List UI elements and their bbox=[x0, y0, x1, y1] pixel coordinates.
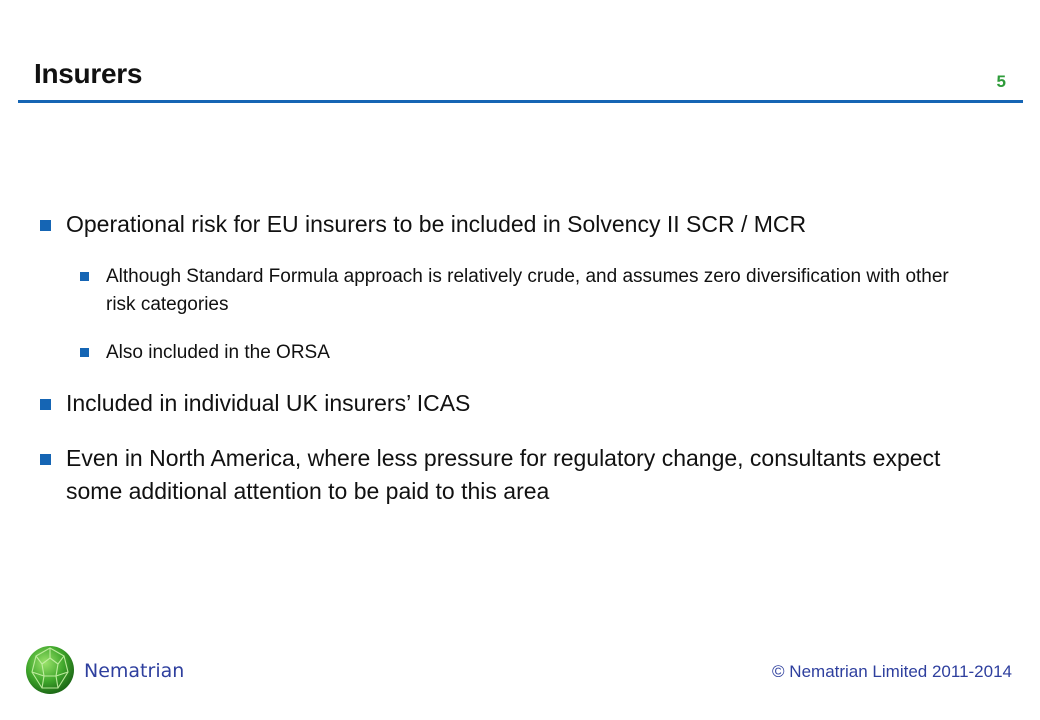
sub-bullet-item bbox=[80, 339, 980, 367]
bullet-square-icon bbox=[40, 454, 51, 465]
sub-bullet-item bbox=[80, 263, 980, 319]
bullet-text: Operational risk for EU insurers to be included in Solvency II SCR / MCR bbox=[66, 211, 807, 237]
footer-brand: Nematrian bbox=[84, 660, 185, 682]
bullet-square-icon bbox=[40, 399, 51, 410]
slide-title: Insurers bbox=[34, 58, 143, 89]
bullet-item bbox=[40, 442, 980, 508]
bullet-text: Included in individual UK insurers’ ICAS bbox=[66, 390, 471, 416]
slide-content bbox=[40, 208, 980, 530]
bullet-square-icon bbox=[80, 272, 89, 281]
bullet-square-icon bbox=[40, 220, 51, 231]
sub-bullet-list bbox=[40, 263, 980, 367]
bullet-item bbox=[40, 387, 980, 420]
bullet-item bbox=[40, 208, 980, 241]
slide-number: 5 bbox=[996, 72, 1006, 91]
nematrian-logo-icon bbox=[24, 644, 76, 696]
sub-bullet-text: Although Standard Formula approach is relatively crude, and assumes zero diversification with other risk categories bbox=[106, 266, 949, 315]
bullet-text: Even in North America, where less pressure for regulatory change, consultants expect some additional attention to be paid to this area bbox=[66, 445, 941, 504]
title-divider bbox=[18, 100, 1023, 103]
footer-copyright: © Nematrian Limited 2011-2014 bbox=[772, 662, 1012, 681]
bullet-square-icon bbox=[80, 348, 89, 357]
sub-bullet-text: Also included in the ORSA bbox=[106, 342, 330, 363]
